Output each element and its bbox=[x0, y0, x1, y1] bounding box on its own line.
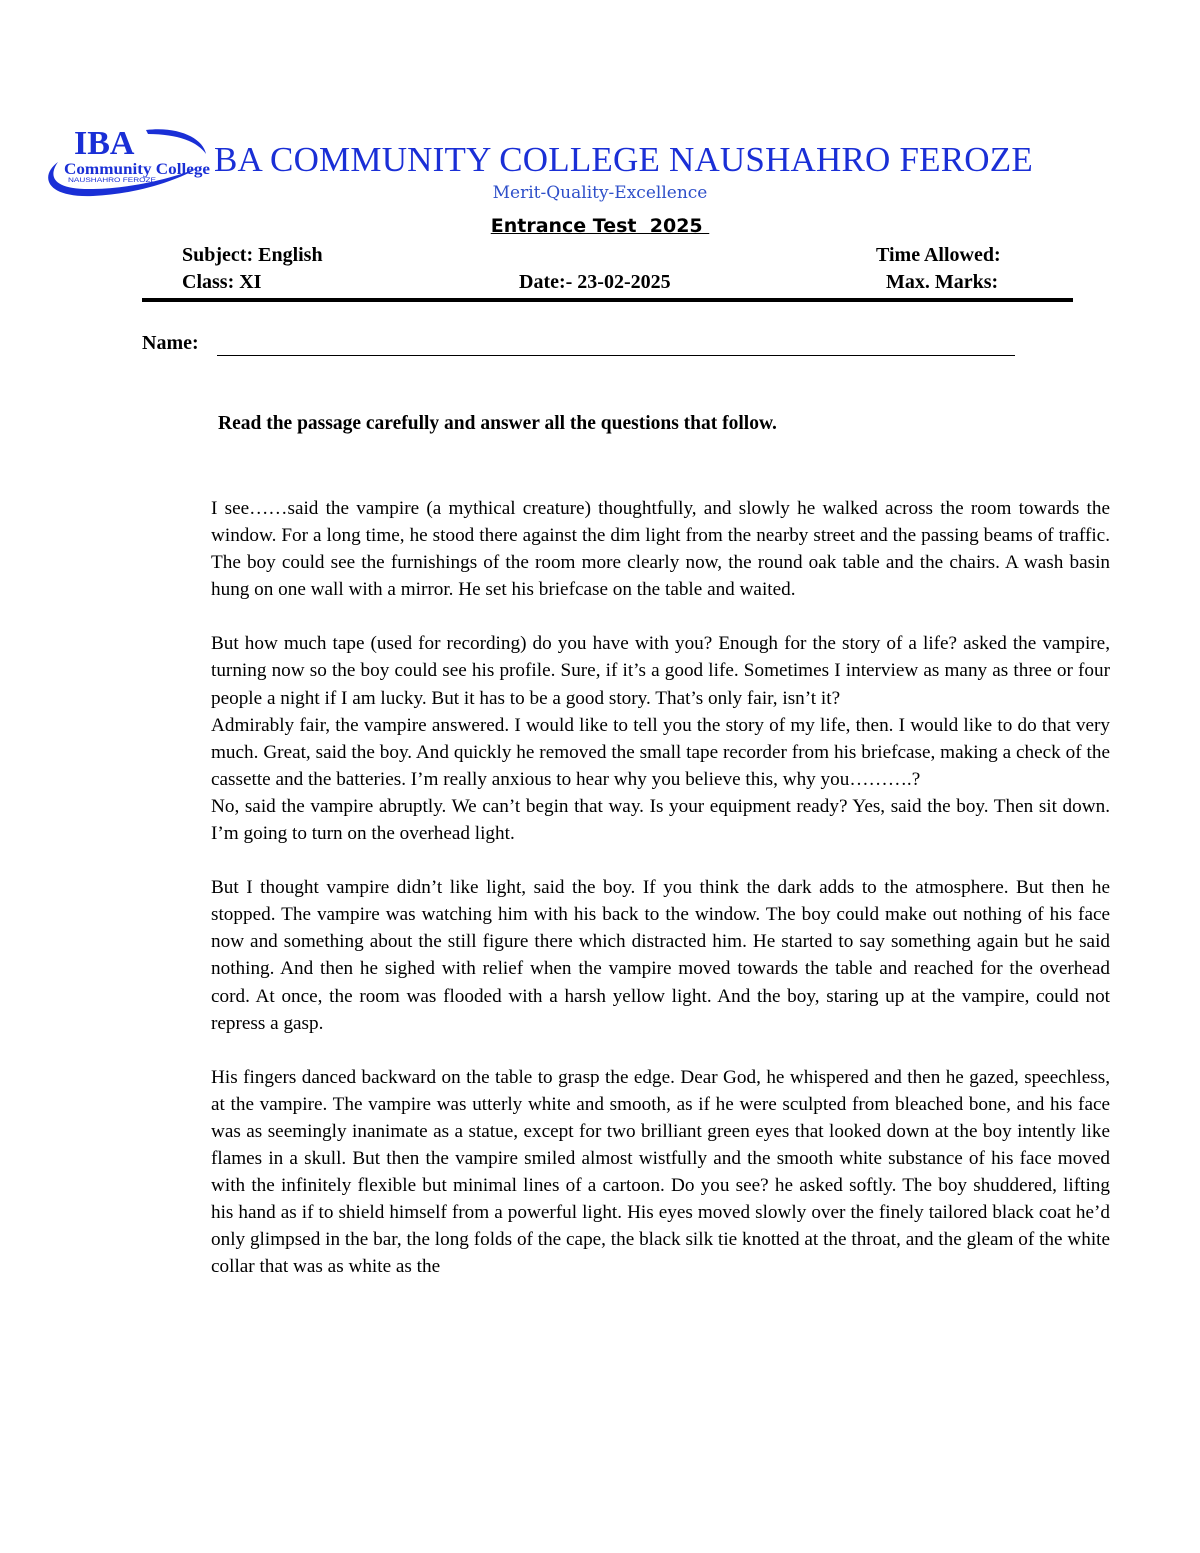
logo-arc bbox=[146, 129, 206, 154]
test-title-text: Entrance Test 2025 bbox=[490, 215, 710, 237]
passage-paragraph: His fingers danced backward on the table to grasp the edge. Dear God, he whispered and then he gazed, speechless, at the vampire. The vampire was utterly white and smooth, as if he were sculpted from bleached bone, and his face was as seemingly inanimate as a statue, except for two brilliant green eyes that looked down at the boy intently like flames in a skull. But then the vampire smiled almost wistfully and the smooth white substance of his face moved with the infinitely flexible but minimal lines of a cartoon. Do you see? he asked softly. The boy shuddered, lifting his hand as if to shield himself from a powerful light. His eyes moved slowly over the finely tailored black coat he’d only glimpsed in the bar, the long folds of the cape, the black silk tie knotted at the throat, and the gleam of the white collar that was as white as the bbox=[211, 1066, 1110, 1278]
passage bbox=[211, 495, 1110, 1280]
passage-paragraph: No, said the vampire abruptly. We can’t begin that way. Is your equipment ready? Yes, said the boy. Then sit down. I’m going to turn on the overhead light. bbox=[211, 795, 1110, 845]
class-label: Class: XI bbox=[182, 271, 262, 293]
passage-paragraph: Admirably fair, the vampire answered. I would like to tell you the story of my life, then. I would like to do that very much. Great, said the boy. And quickly he removed the small tape recorder from his briefcase, making a check of the cassette and the batteries. I’m really anxious to hear why you believe this, why you……….? bbox=[211, 714, 1110, 790]
time-allowed-label: Time Allowed: bbox=[876, 244, 1001, 266]
passage-paragraph: But how much tape (used for recording) do you have with you? Enough for the story of a life? asked the vampire, turning now so the boy could see his profile. Sure, if it’s a good life. Sometimes I interview as many as three or four people a night if I am lucky. But it has to be a good story. That’s only fair, isn’t it? bbox=[211, 633, 1110, 709]
max-marks-label: Max. Marks: bbox=[886, 271, 999, 293]
logo-college-text: Community College bbox=[64, 161, 211, 178]
logo-iba-text: IBA bbox=[74, 125, 135, 162]
logo-location-text: NAUSHAHRO FEROZE bbox=[68, 178, 156, 184]
header-divider bbox=[142, 298, 1073, 302]
instruction-text: Read the passage carefully and answer all the questions that follow. bbox=[218, 413, 777, 434]
college-motto: Merit-Quality-Excellence bbox=[492, 183, 708, 203]
date-label: Date:- 23-02-2025 bbox=[519, 271, 671, 293]
passage-paragraph: But I thought vampire didn’t like light, said the boy. If you think the dark adds to the atmosphere. But then he stopped. The vampire was watching him with his back to the window. The boy could make out nothing of his face now and something about the still figure there which distracted him. He started to say something again but he said nothing. And then he sighed with relief when the vampire moved towards the table and reached for the overhead cord. At once, the room was flooded with a harsh yellow light. And the boy, staring up at the vampire, could not repress a gasp. bbox=[211, 877, 1110, 1034]
name-field-line[interactable] bbox=[217, 355, 1015, 356]
test-title bbox=[0, 215, 1200, 237]
name-label: Name: bbox=[142, 332, 199, 354]
subject-label: Subject: English bbox=[182, 244, 323, 266]
passage-paragraph: I see……said the vampire (a mythical creature) thoughtfully, and slowly he walked across the room towards the window. For a long time, he stood there against the dim light from the nearby street and the passing beams of traffic. The boy could see the furnishings of the room more clearly now, the round oak table and the chairs. A wash basin hung on one wall with a mirror. He set his briefcase on the table and waited. bbox=[211, 498, 1110, 601]
college-name: BA COMMUNITY COLLEGE NAUSHAHRO FEROZE bbox=[214, 140, 1033, 179]
